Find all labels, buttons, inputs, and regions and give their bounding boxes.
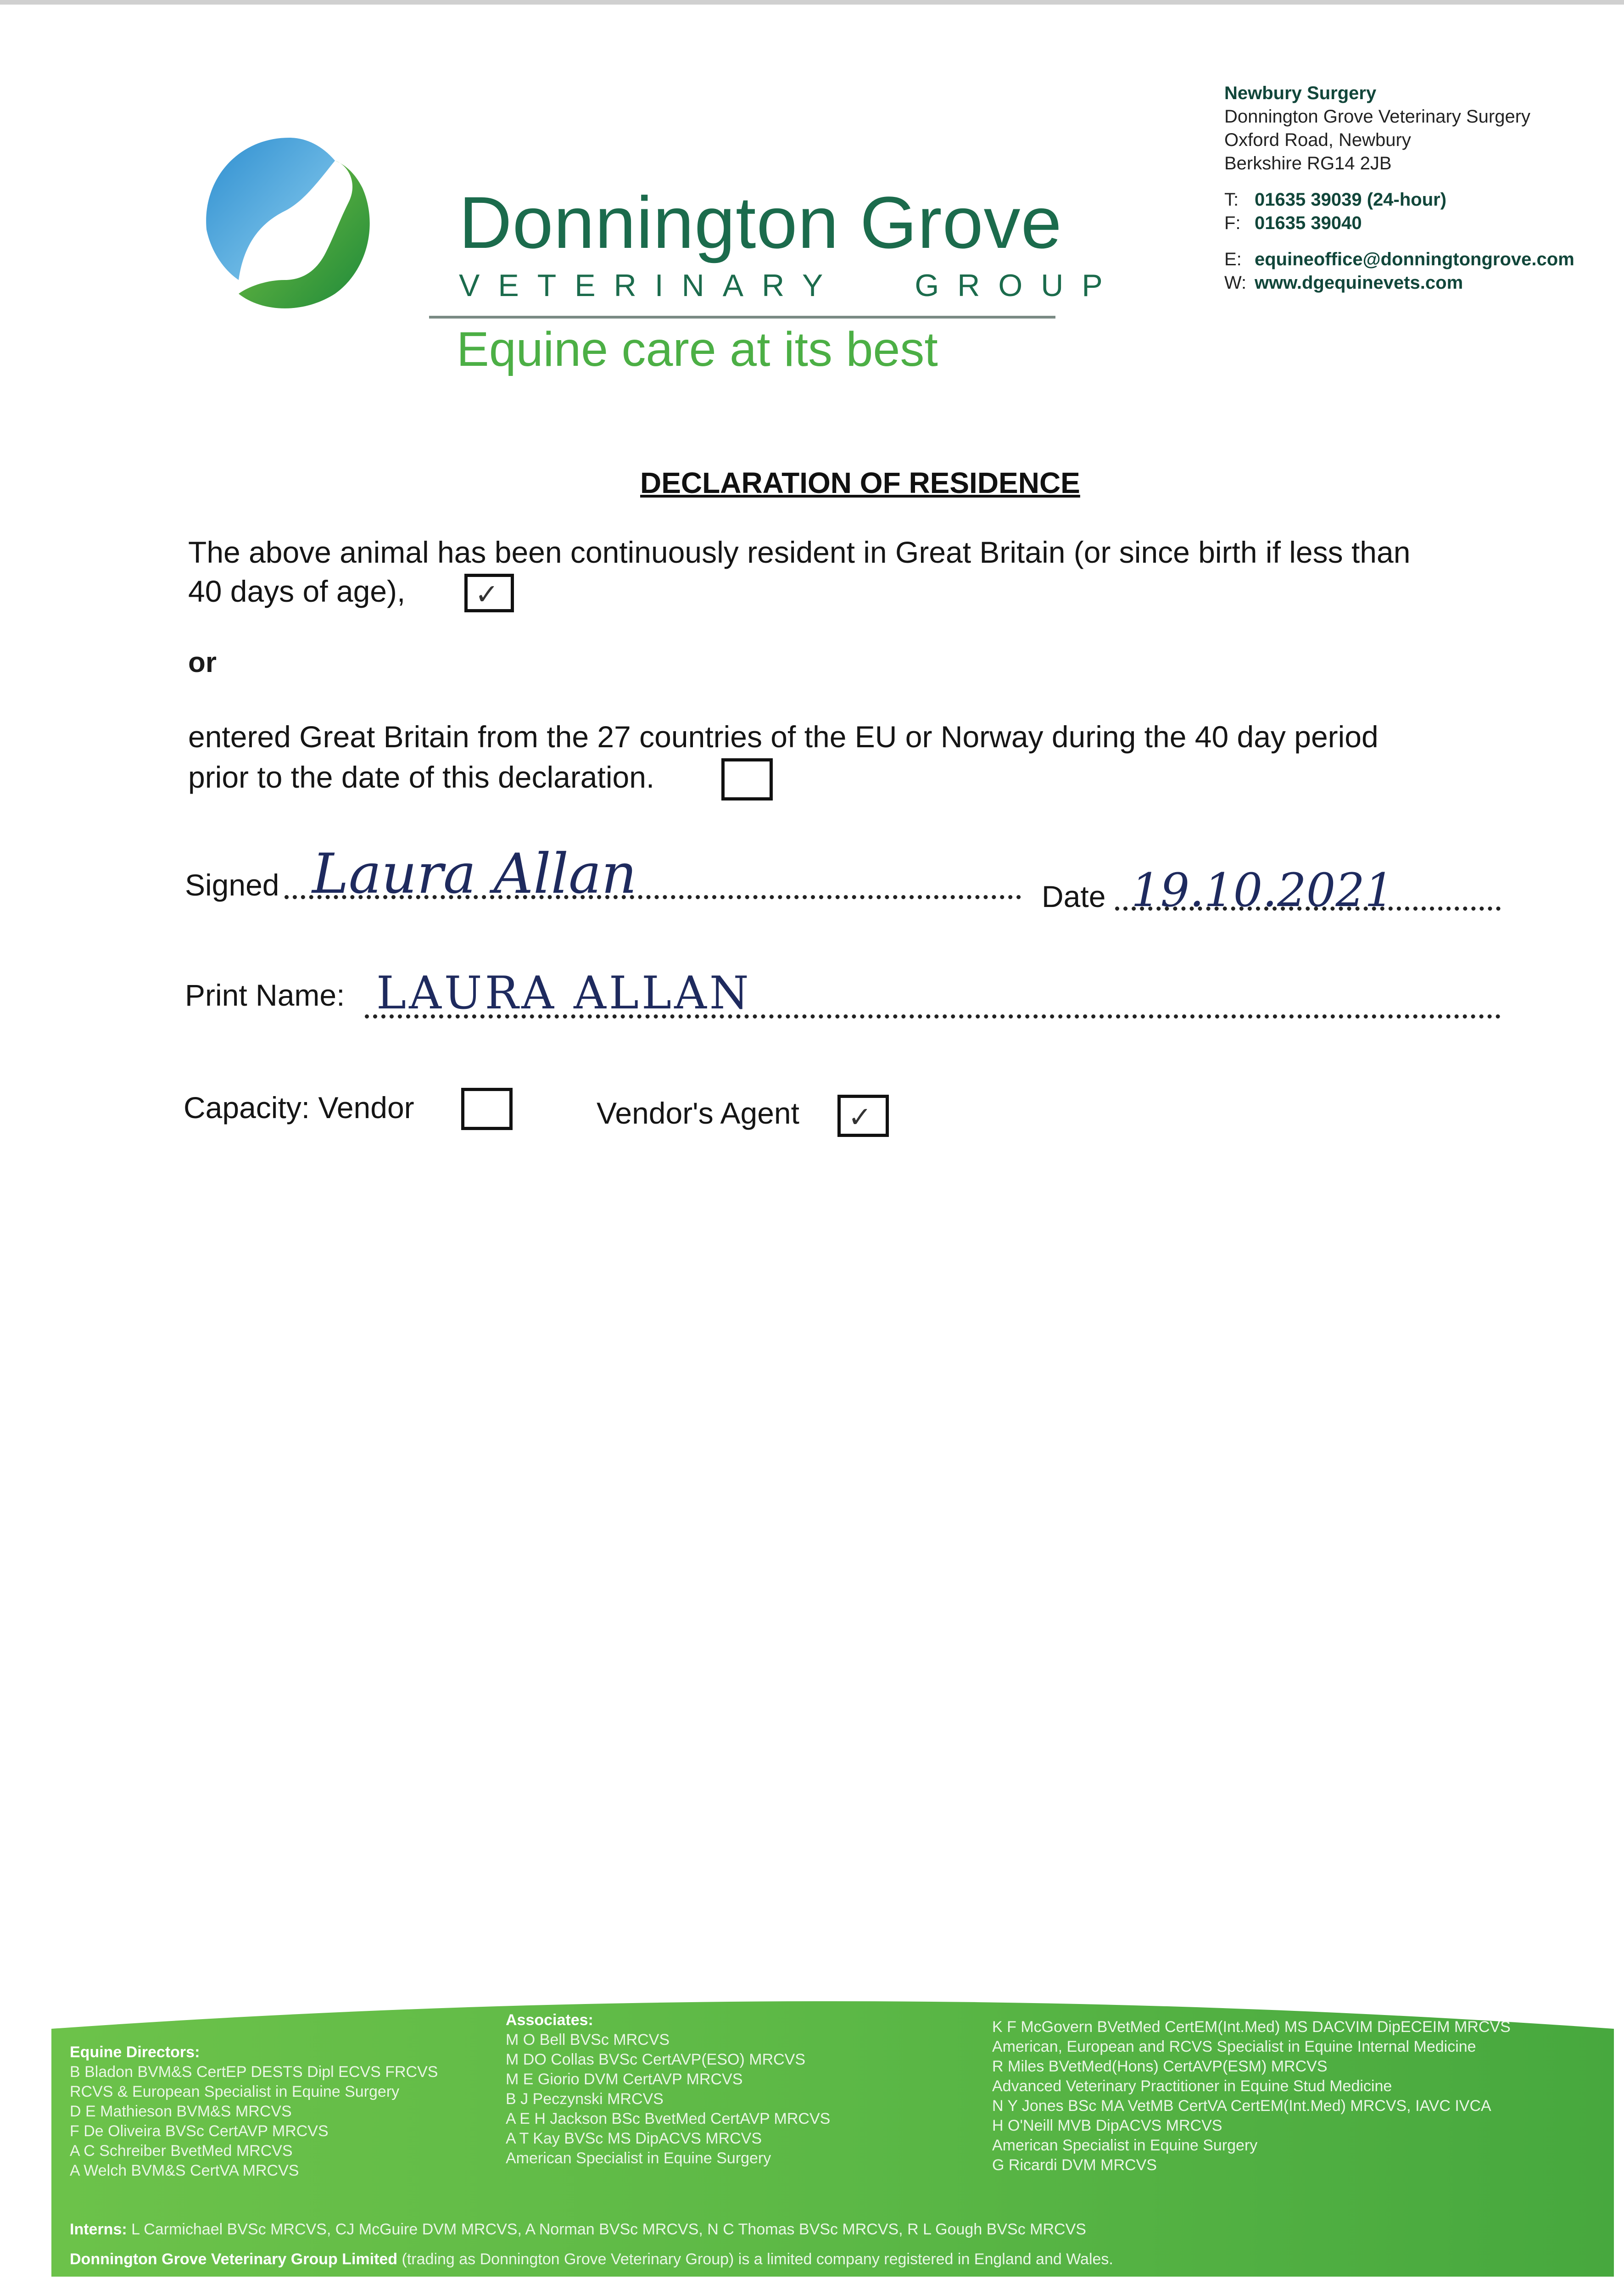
vendor-agent-label: Vendor's Agent [597, 1096, 799, 1130]
vendor-checkbox[interactable] [461, 1088, 513, 1130]
option1-text-line1: The above animal has been continuously resident in Great Britain (or since birth if less than [188, 535, 1411, 569]
specialist-line: R Miles BVetMed(Hons) CertAVP(ESM) MRCVS [992, 2058, 1328, 2075]
director-line: F De Oliveira BVSc CertAVP MRCVS [70, 2122, 329, 2140]
director-line: RCVS & European Specialist in Equine Surgery [70, 2083, 400, 2100]
address-line-2: Oxford Road, Newbury [1224, 130, 1411, 150]
date-label: Date [1042, 879, 1106, 913]
brand-divider [429, 316, 1055, 319]
associate-line: A E H Jackson BSc BvetMed CertAVP MRCVS [506, 2110, 831, 2127]
declaration-title: DECLARATION OF RESIDENCE [640, 466, 1080, 499]
option1-checkbox[interactable] [464, 574, 514, 612]
associates-column [506, 2010, 830, 2168]
check-mark-icon: ✓ [475, 579, 499, 610]
email-address: equineoffice@donningtongrove.com [1255, 249, 1574, 269]
footer-band [51, 1992, 1614, 2277]
directors-column [70, 2043, 438, 2181]
fax-label: F: [1224, 213, 1241, 233]
company-registration: (trading as Donnington Grove Veterinary Group) is a limited company registered in England and Wales. [402, 2250, 1113, 2268]
director-line: D E Mathieson BVM&S MRCVS [70, 2103, 292, 2120]
brand-subtitle-veterinary: VETERINARY [459, 268, 842, 303]
address-line-1: Donnington Grove Veterinary Surgery [1224, 106, 1531, 127]
print-name-handwriting: LAURA ALLAN [376, 967, 752, 1019]
brand-tagline: Equine care at its best [457, 322, 938, 376]
associate-line: M O Bell BVSc MRCVS [506, 2031, 670, 2049]
director-line: B Bladon BVM&S CertEP DESTS Dipl ECVS FRCVS [70, 2063, 438, 2081]
associate-line: American Specialist in Equine Surgery [506, 2149, 771, 2167]
specialist-line: K F McGovern BVetMed CertEM(Int.Med) MS DACVIM DipECEIM MRCVS [992, 2018, 1511, 2036]
vendor-agent-checkbox[interactable] [837, 1095, 889, 1137]
option1-text-line2: 40 days of age), [188, 574, 406, 608]
director-line: A C Schreiber BvetMed MRCVS [70, 2142, 293, 2160]
interns-label: Interns: [70, 2221, 127, 2238]
telephone-line [1224, 188, 1574, 212]
specialist-line: N Y Jones BSc MA VetMB CertVA CertEM(Int.Med) MRCVS, IAVC IVCA [992, 2097, 1491, 2115]
associate-line: M E Giorio DVM CertAVP MRCVS [506, 2071, 743, 2088]
director-line: A Welch BVM&S CertVA MRCVS [70, 2162, 299, 2179]
email-line [1224, 248, 1574, 271]
telephone-number: 01635 39039 (24-hour) [1255, 190, 1447, 210]
brand-subtitle [459, 270, 1121, 301]
associate-line: A T Kay BVSc MS DipACVS MRCVS [506, 2130, 762, 2147]
website-label: W: [1224, 273, 1247, 293]
specialist-line: Advanced Veterinary Practitioner in Equine Stud Medicine [992, 2077, 1392, 2095]
company-name: Donnington Grove Veterinary Group Limited [70, 2250, 398, 2268]
address-line-3: Berkshire RG14 2JB [1224, 153, 1392, 174]
specialist-line: American, European and RCVS Specialist in Equine Internal Medicine [992, 2038, 1476, 2055]
fax-number: 01635 39040 [1255, 213, 1362, 233]
signed-label: Signed [185, 868, 279, 902]
interns-line [70, 2222, 1086, 2237]
associate-line: M DO Collas BVSc CertAVP(ESO) MRCVS [506, 2051, 806, 2068]
specialist-line: H O'Neill MVB DipACVS MRCVS [992, 2117, 1222, 2134]
fax-line [1224, 212, 1574, 235]
specialist-line: American Specialist in Equine Surgery [992, 2137, 1258, 2154]
contact-block [1224, 82, 1574, 295]
specialist-line: G Ricardi DVM MRCVS [992, 2156, 1157, 2174]
or-separator: or [188, 647, 217, 678]
associate-line: B J Peczynski MRCVS [506, 2090, 664, 2108]
associates-heading: Associates: [506, 2011, 593, 2029]
specialists-column [992, 2017, 1511, 2175]
capacity-vendor-label: Capacity: Vendor [184, 1091, 414, 1125]
brand-name: Donnington Grove [459, 181, 1062, 263]
interns-names: L Carmichael BVSc MRCVS, CJ McGuire DVM MRCVS, A Norman BVSc MRCVS, N C Thomas BVSc MRCVS, R L Gough BVSc MRCVS [131, 2221, 1086, 2238]
print-name-label: Print Name: [185, 978, 345, 1012]
company-line [70, 2251, 1113, 2267]
directors-heading: Equine Directors: [70, 2043, 200, 2061]
website-line [1224, 271, 1574, 295]
horse-head-logo-icon [197, 133, 381, 317]
option2-text-line2: prior to the date of this declaration. [188, 760, 655, 794]
check-mark-icon: ✓ [848, 1102, 872, 1133]
scan-edge [0, 0, 1624, 5]
option2-checkbox[interactable] [721, 758, 773, 800]
telephone-label: T: [1224, 190, 1239, 210]
date-handwriting: 19.10.2021 [1131, 863, 1394, 917]
email-label: E: [1224, 249, 1242, 269]
signature-handwriting: Laura Allan [312, 842, 637, 906]
brand-subtitle-group: GROUP [915, 268, 1121, 303]
option2-text-line1: entered Great Britain from the 27 countries of the EU or Norway during the 40 day period [188, 720, 1378, 754]
surgery-name: Newbury Surgery [1224, 83, 1377, 103]
website-url: www.dgequinevets.com [1255, 273, 1463, 293]
